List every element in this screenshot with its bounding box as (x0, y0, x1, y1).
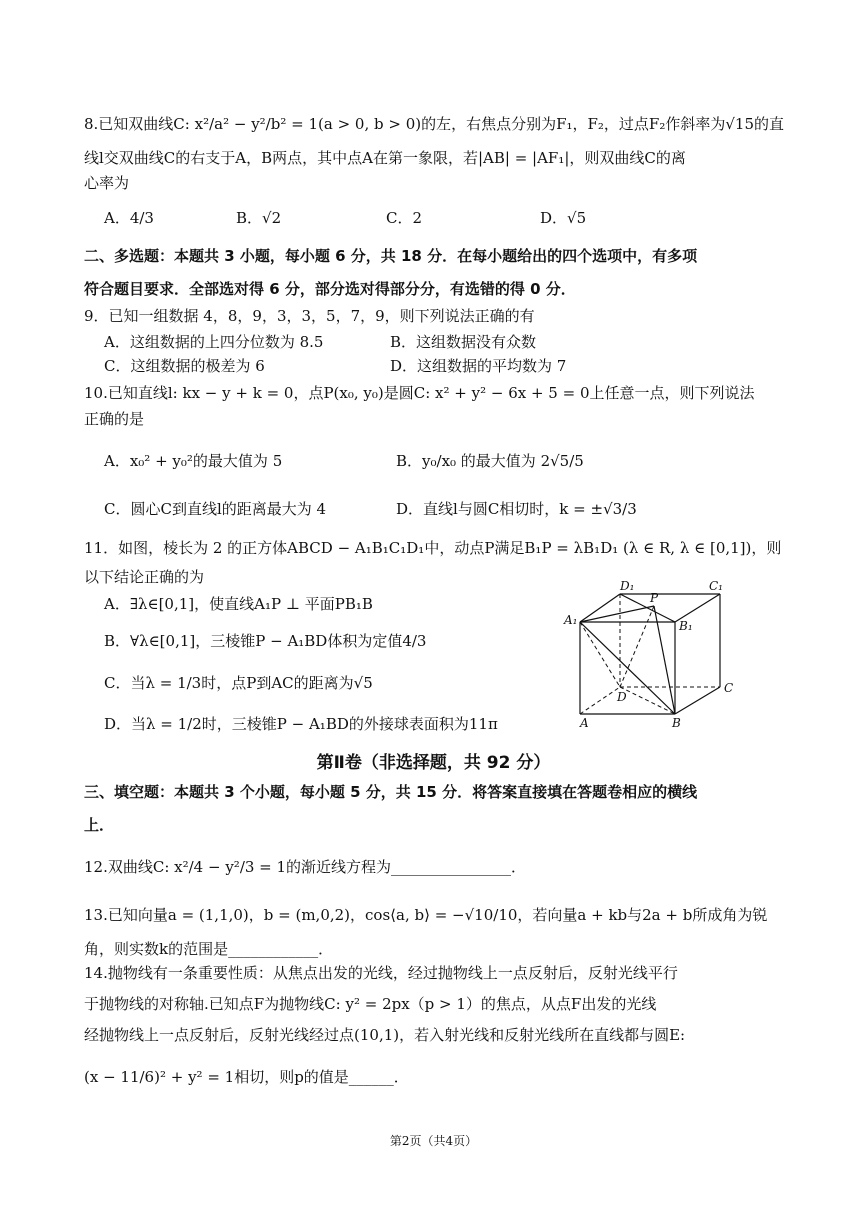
q14-line2: 于抛物线的对称轴.已知点F为抛物线C: y² = 2px（p > 1）的焦点，从点F出发的光线 (84, 995, 657, 1013)
seg-a1-b (580, 622, 675, 714)
page-footer: 第2页（共4页） (389, 1134, 478, 1148)
q13-line1: 13.已知向量a = (1,1,0)，b = (m,0,2)，cos⟨a, b⟩ = −√10/10，若向量a + kb与2a + b所成角为锐 (84, 906, 768, 924)
q11-option-a: A．∃λ∈[0,1]，使直线A₁P ⊥ 平面PB₁B (104, 595, 373, 613)
hidden-seg-d-b (620, 687, 675, 714)
section3-header-line2: 上． (84, 816, 115, 834)
q9-option-d: D．这组数据的平均数为 7 (390, 357, 567, 375)
label-b1: B₁ (679, 619, 693, 633)
edge-b-c (675, 687, 720, 714)
q8-line1: 8.已知双曲线C: x²/a² − y²/b² = 1(a > 0, b > 0)的左，右焦点分别为F₁，F₂，过点F₂作斜率为√15的直 (84, 115, 784, 133)
q10-line2: 正确的是 (84, 410, 145, 428)
q10-option-c: C．圆心C到直线l的距离最大为 4 (104, 500, 327, 518)
q13-line2: 角，则实数k的范围是____________． (84, 940, 334, 958)
label-d: D (617, 690, 627, 704)
q9-stem: 9．已知一组数据 4，8，9，3，3，5，7，9，则下列说法正确的有 (84, 307, 535, 325)
q10-option-a: A．x₀² + y₀²的最大值为 5 (104, 452, 283, 470)
edge-c1-b1 (675, 594, 720, 622)
cube-figure (562, 572, 747, 732)
section3-header-line1: 三、填空题：本题共 3 个小题，每小题 5 分，共 15 分．将答案直接填在答题卷相应的横线 (84, 783, 698, 801)
q11-option-d: D．当λ = 1/2时，三棱锥P − A₁BD的外接球表面积为11π (104, 715, 498, 733)
q14-line4: (x − 11/6)² + y² = 1相切，则p的值是______． (84, 1068, 409, 1086)
q10-option-d: D．直线l与圆C相切时，k = ±√3/3 (396, 500, 637, 518)
label-d1: D₁ (620, 579, 635, 593)
q11-option-c: C．当λ = 1/3时，点P到AC的距离为√5 (104, 674, 373, 692)
q11-option-b: B．∀λ∈[0,1]，三棱锥P − A₁BD体积为定值4/3 (104, 632, 427, 650)
q8-option-d: D．√5 (540, 209, 587, 227)
q8-option-a: A．4/3 (104, 209, 154, 227)
q10-option-b: B．y₀/x₀ 的最大值为 2√5/5 (396, 452, 584, 470)
hidden-seg-p-d (620, 606, 654, 687)
q11-line2: 以下结论正确的为 (84, 568, 205, 586)
q9-option-c: C．这组数据的极差为 6 (104, 357, 265, 375)
q8-option-c: C．2 (386, 209, 423, 227)
q14-line3: 经抛物线上一点反射后，反射光线经过点(10,1)，若入射光线和反射光线所在直线都与圆E: (84, 1026, 686, 1044)
q8-option-b: B．√2 (236, 209, 282, 227)
q12: 12.双曲线C: x²/4 − y²/3 = 1的渐近线方程为________________． (84, 858, 527, 876)
q14-line1: 14.抛物线有一条重要性质：从焦点出发的光线，经过抛物线上一点反射后，反射光线平行 (84, 964, 678, 982)
label-a1: A₁ (564, 613, 578, 627)
seg-b1-d1 (620, 594, 675, 622)
section2-header-line1: 二、多选题：本题共 3 小题，每小题 6 分，共 18 分．在每小题给出的四个选项中，有多项 (84, 247, 698, 265)
section2-header-line2: 符合题目要求．全部选对得 6 分，部分选对得部分分，有选错的得 0 分． (84, 280, 576, 298)
label-p: P (650, 591, 659, 605)
q8-line3: 心率为 (84, 174, 130, 192)
q9-option-b: B．这组数据没有众数 (390, 333, 537, 351)
q11-line1: 11．如图，棱长为 2 的正方体ABCD − A₁B₁C₁D₁中，动点P满足B₁P = λB₁D₁ (λ ∈ R, λ ∈ [0,1])，则 (84, 539, 782, 557)
label-a: A (580, 716, 589, 730)
part2-title: 第Ⅱ卷（非选择题，共 92 分） (316, 753, 551, 773)
q10-line1: 10.已知直线l: kx − y + k = 0，点P(x₀, y₀)是圆C: x² + y² − 6x + 5 = 0上任意一点，则下列说法 (84, 384, 755, 402)
label-c: C (724, 681, 734, 695)
label-c1: C₁ (709, 579, 723, 593)
hidden-edge-a-d (580, 687, 620, 714)
q8-line2: 线l交双曲线C的右支于A，B两点，其中点A在第一象限，若|AB| = |AF₁|，则双曲线C的离 (84, 149, 686, 167)
label-b: B (672, 716, 681, 730)
q9-option-a: A．这组数据的上四分位数为 8.5 (104, 333, 324, 351)
